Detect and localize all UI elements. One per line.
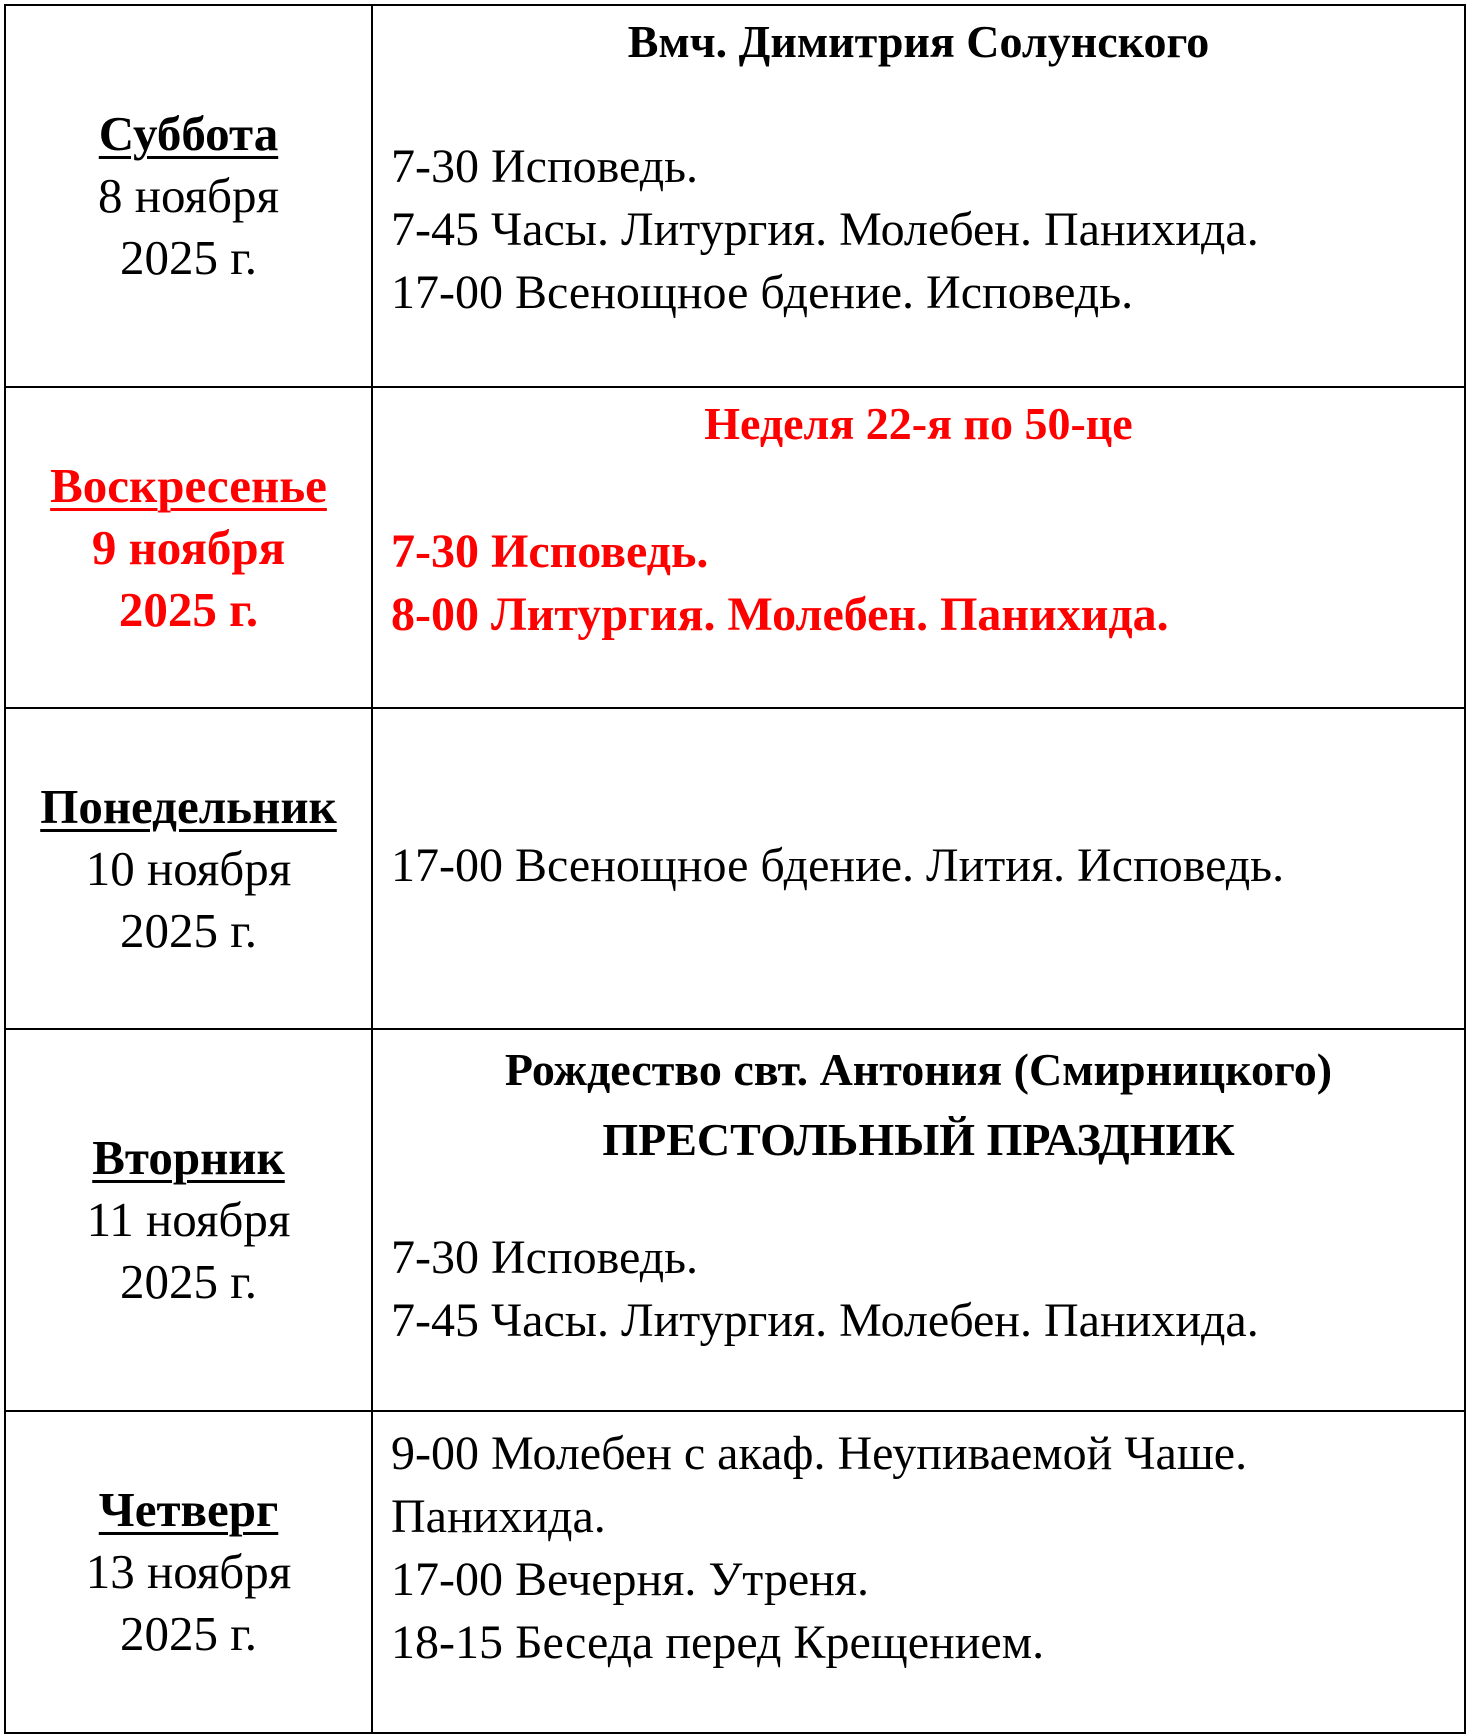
events-cell	[372, 387, 1465, 708]
service-list	[373, 520, 1464, 646]
events-cell	[372, 5, 1465, 387]
day-date: 8 ноября	[97, 168, 280, 223]
day-name: Понедельник	[40, 778, 337, 834]
service-list	[373, 834, 1464, 897]
day-date: 11 ноября	[86, 1192, 291, 1247]
schedule-row	[5, 1029, 1465, 1411]
feast-subtitle: ПРЕСТОЛЬНЫЙ ПРАЗДНИК	[602, 1114, 1235, 1165]
schedule-table	[4, 4, 1466, 1734]
service-list	[373, 1226, 1464, 1352]
events-cell	[372, 708, 1465, 1029]
events-cell	[372, 1029, 1465, 1411]
schedule-row	[5, 708, 1465, 1029]
day-name: Четверг	[98, 1482, 279, 1537]
schedule-row	[5, 5, 1465, 387]
day-year: 2025 г.	[119, 230, 258, 285]
day-name: Воскресенье	[50, 457, 327, 513]
service-item: 17-00 Всенощное бдение. Лития. Исповедь.	[391, 839, 1285, 892]
service-item: 17-00 Всенощное бдение. Исповедь.	[391, 266, 1134, 319]
service-item: 7-30 Исповедь.	[391, 525, 709, 578]
day-cell	[5, 387, 372, 708]
feast-title: Вмч. Димитрия Солунского	[627, 16, 1210, 67]
schedule-row	[5, 387, 1465, 708]
service-item: Панихида.	[391, 1490, 606, 1543]
service-item: 7-45 Часы. Литургия. Молебен. Панихида.	[391, 1294, 1259, 1347]
service-list	[373, 135, 1464, 324]
schedule-row	[5, 1411, 1465, 1733]
service-item: 8-00 Литургия. Молебен. Панихида.	[391, 588, 1169, 641]
day-name: Вторник	[92, 1130, 285, 1185]
service-item: 7-30 Исповедь.	[391, 140, 699, 193]
feast-title: Неделя 22-я по 50-це	[704, 398, 1133, 449]
service-list	[373, 1422, 1464, 1674]
day-name: Суббота	[98, 106, 279, 161]
day-year: 2025 г.	[118, 581, 259, 637]
day-date: 13 ноября	[85, 1544, 292, 1599]
day-year: 2025 г.	[119, 1254, 258, 1309]
day-date: 9 ноября	[91, 519, 286, 575]
service-item: 7-45 Часы. Литургия. Молебен. Панихида.	[391, 203, 1259, 256]
day-cell	[5, 1411, 372, 1733]
service-item: 18-15 Беседа перед Крещением.	[391, 1616, 1045, 1669]
day-year: 2025 г.	[119, 1606, 258, 1661]
feast-title: Рождество свт. Антония (Смирницкого)	[504, 1044, 1333, 1095]
service-item: 7-30 Исповедь.	[391, 1231, 699, 1284]
day-year: 2025 г.	[119, 902, 258, 958]
service-item: 9-00 Молебен с акаф. Неупиваемой Чаше.	[391, 1427, 1248, 1480]
day-cell	[5, 5, 372, 387]
events-cell	[372, 1411, 1465, 1733]
service-item: 17-00 Вечерня. Утреня.	[391, 1553, 869, 1606]
day-date: 10 ноября	[85, 840, 292, 896]
day-cell	[5, 1029, 372, 1411]
day-cell	[5, 708, 372, 1029]
